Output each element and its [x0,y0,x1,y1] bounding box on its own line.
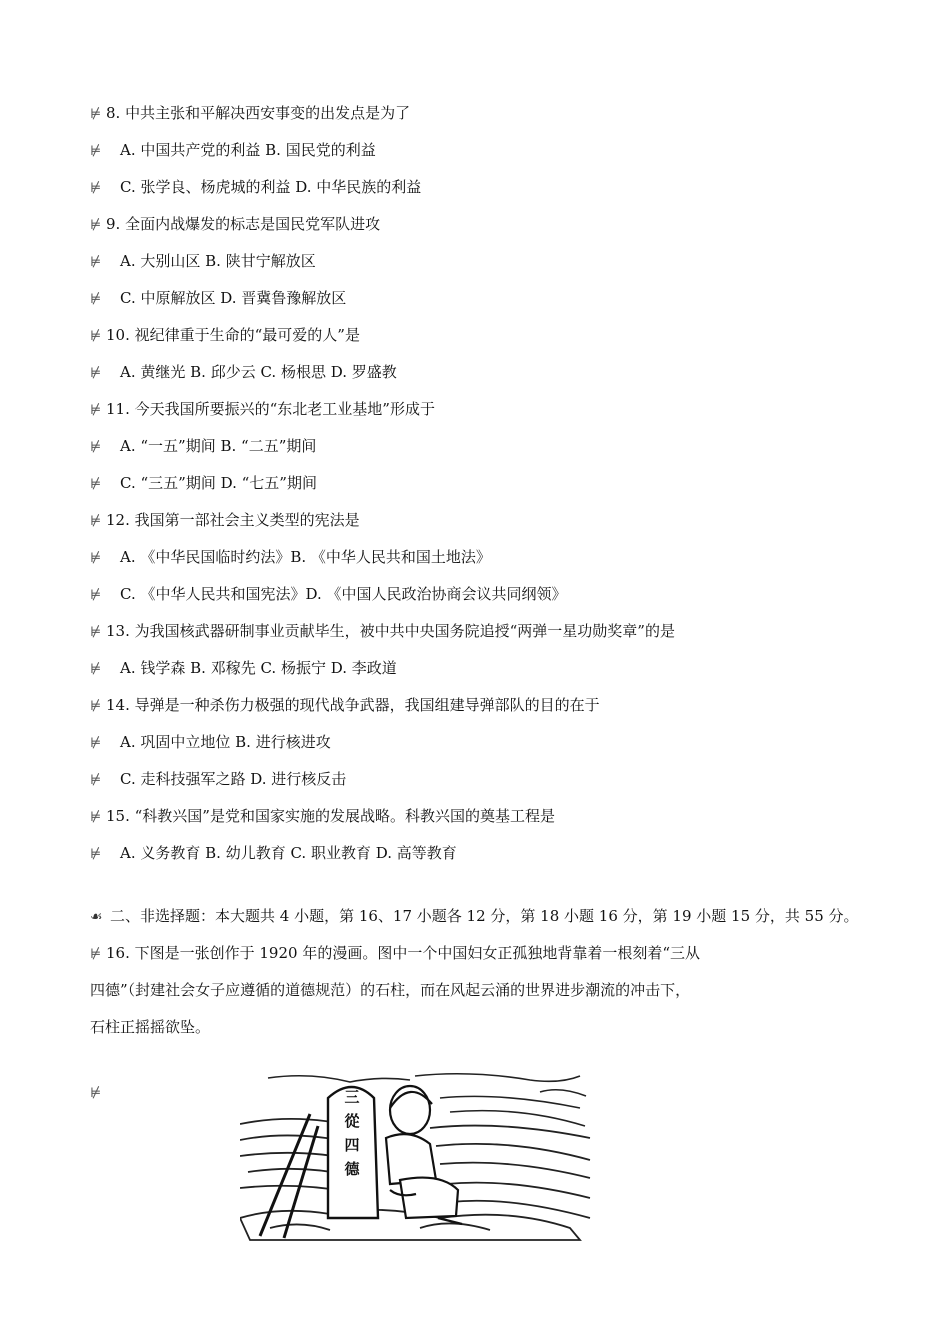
paragraph-mark: ⊭ [90,403,100,418]
paragraph-mark: ⊭ [90,181,100,196]
question-11 [90,399,435,421]
paragraph-mark: ⊭ [90,662,100,677]
option-line [90,769,346,791]
option-line [90,843,457,865]
option-text: A. 大别山区 B. 陕甘宁解放区 [120,252,316,270]
paragraph-mark: ⊭ [90,329,100,344]
paragraph-mark: ⊭ [90,255,100,270]
pillar-char: 從 [344,1112,360,1130]
question-text: 四德”（封建社会女子应遵循的道德规范）的石柱，而在风起云涌的世界进步潮流的冲击下， [90,981,691,999]
paragraph-mark: ⊭ [90,699,100,714]
section-mark-icon: ☙ [90,909,103,925]
option-line [90,177,421,199]
option-text: C. “三五”期间 D. “七五”期间 [120,474,317,492]
option-line [90,584,567,606]
question-10 [90,325,360,347]
question-15 [90,806,555,828]
paragraph-mark: ⊭ [90,292,100,307]
option-text: A. 《中华民国临时约法》B. 《中华人民共和国土地法》 [120,548,491,566]
option-text: A. “一五”期间 B. “二五”期间 [120,437,317,455]
question-14 [90,695,600,717]
option-line [90,140,376,162]
paragraph-mark: ⊭ [90,847,100,862]
paragraph-mark: ⊭ [90,588,100,603]
question-text: 10. 视纪律重于生命的“最可爱的人”是 [106,326,360,344]
paragraph-mark: ⊭ [90,477,100,492]
paragraph-mark: ⊭ [90,514,100,529]
question-13 [90,621,675,643]
paragraph-mark: ⊭ [90,366,100,381]
pillar-support-poles [260,1114,318,1238]
option-line [90,732,331,754]
option-line [90,362,397,384]
cartoon-image [240,1068,592,1244]
question-8 [90,103,410,125]
option-text: A. 义务教育 B. 幼儿教育 C. 职业教育 D. 高等教育 [120,844,457,862]
paragraph-mark: ⊭ [90,107,100,122]
question-text: 13. 为我国核武器研制事业贡献毕生，被中共中央国务院追授“两弹一星功勋奖章”的是 [106,622,675,640]
paragraph-mark: ⊭ [90,218,100,233]
pillar-char: 德 [344,1160,360,1178]
question-text: 15. “科教兴国”是党和国家实施的发展战略。科教兴国的奠基工程是 [106,807,555,825]
paragraph-mark: ⊭ [90,947,100,962]
question-text: 石柱正摇摇欲坠。 [90,1018,211,1036]
question-text: 9. 全面内战爆发的标志是国民党军队进攻 [106,215,381,233]
question-text: 11. 今天我国所要振兴的“东北老工业基地”形成于 [106,400,435,418]
paragraph-mark: ⊭ [90,625,100,640]
woman-figure [386,1086,462,1224]
question-text: 16. 下图是一张创作于 1920 年的漫画。图中一个中国妇女正孤独地背靠着一根刻着“三从 [106,944,701,962]
question-9 [90,214,380,236]
pillar-char: 四 [344,1136,360,1154]
question-16-continued [90,1017,210,1037]
option-line [90,288,346,310]
option-line [90,658,397,680]
question-text: 12. 我国第一部社会主义类型的宪法是 [106,511,360,529]
option-text: C. 中原解放区 D. 晋冀鲁豫解放区 [120,289,347,307]
question-text: 8. 中共主张和平解决西安事变的出发点是为了 [106,104,411,122]
paragraph-mark: ⊭ [90,551,100,566]
option-text: A. 中国共产党的利益 B. 国民党的利益 [120,141,376,159]
option-text: A. 钱学森 B. 邓稼先 C. 杨振宁 D. 李政道 [120,659,397,677]
question-16-continued [90,980,690,1000]
section-heading [90,906,859,927]
question-12 [90,510,360,532]
option-text: C. 走科技强军之路 D. 进行核反击 [120,770,347,788]
option-text: C. 张学良、杨虎城的利益 D. 中华民族的利益 [120,178,422,196]
option-text: A. 黄继光 B. 邱少云 C. 杨根思 D. 罗盛教 [120,363,397,381]
paragraph-mark: ⊭ [90,1086,100,1101]
question-16 [90,943,700,965]
option-line [90,473,317,495]
paragraph-mark: ⊭ [90,440,100,455]
pillar-char: 三 [344,1088,360,1106]
option-text: A. 巩固中立地位 B. 进行核进攻 [120,733,331,751]
option-line [90,436,316,458]
paragraph-mark: ⊭ [90,736,100,751]
option-text: C. 《中华人民共和国宪法》D. 《中国人民政治协商会议共同纲领》 [120,585,567,603]
figure-mark-line [90,1082,106,1104]
option-line [90,547,491,569]
paragraph-mark: ⊭ [90,144,100,159]
option-line [90,251,316,273]
section-heading-text: 二、非选择题：本大题共 4 小题，第 16、17 小题各 12 分，第 18 小题 16 分，第 19 小题 15 分，共 55 分。 [110,907,859,925]
paragraph-mark: ⊭ [90,773,100,788]
question-text: 14. 导弹是一种杀伤力极强的现代战争武器，我国组建导弹部队的目的在于 [106,696,600,714]
paragraph-mark: ⊭ [90,810,100,825]
